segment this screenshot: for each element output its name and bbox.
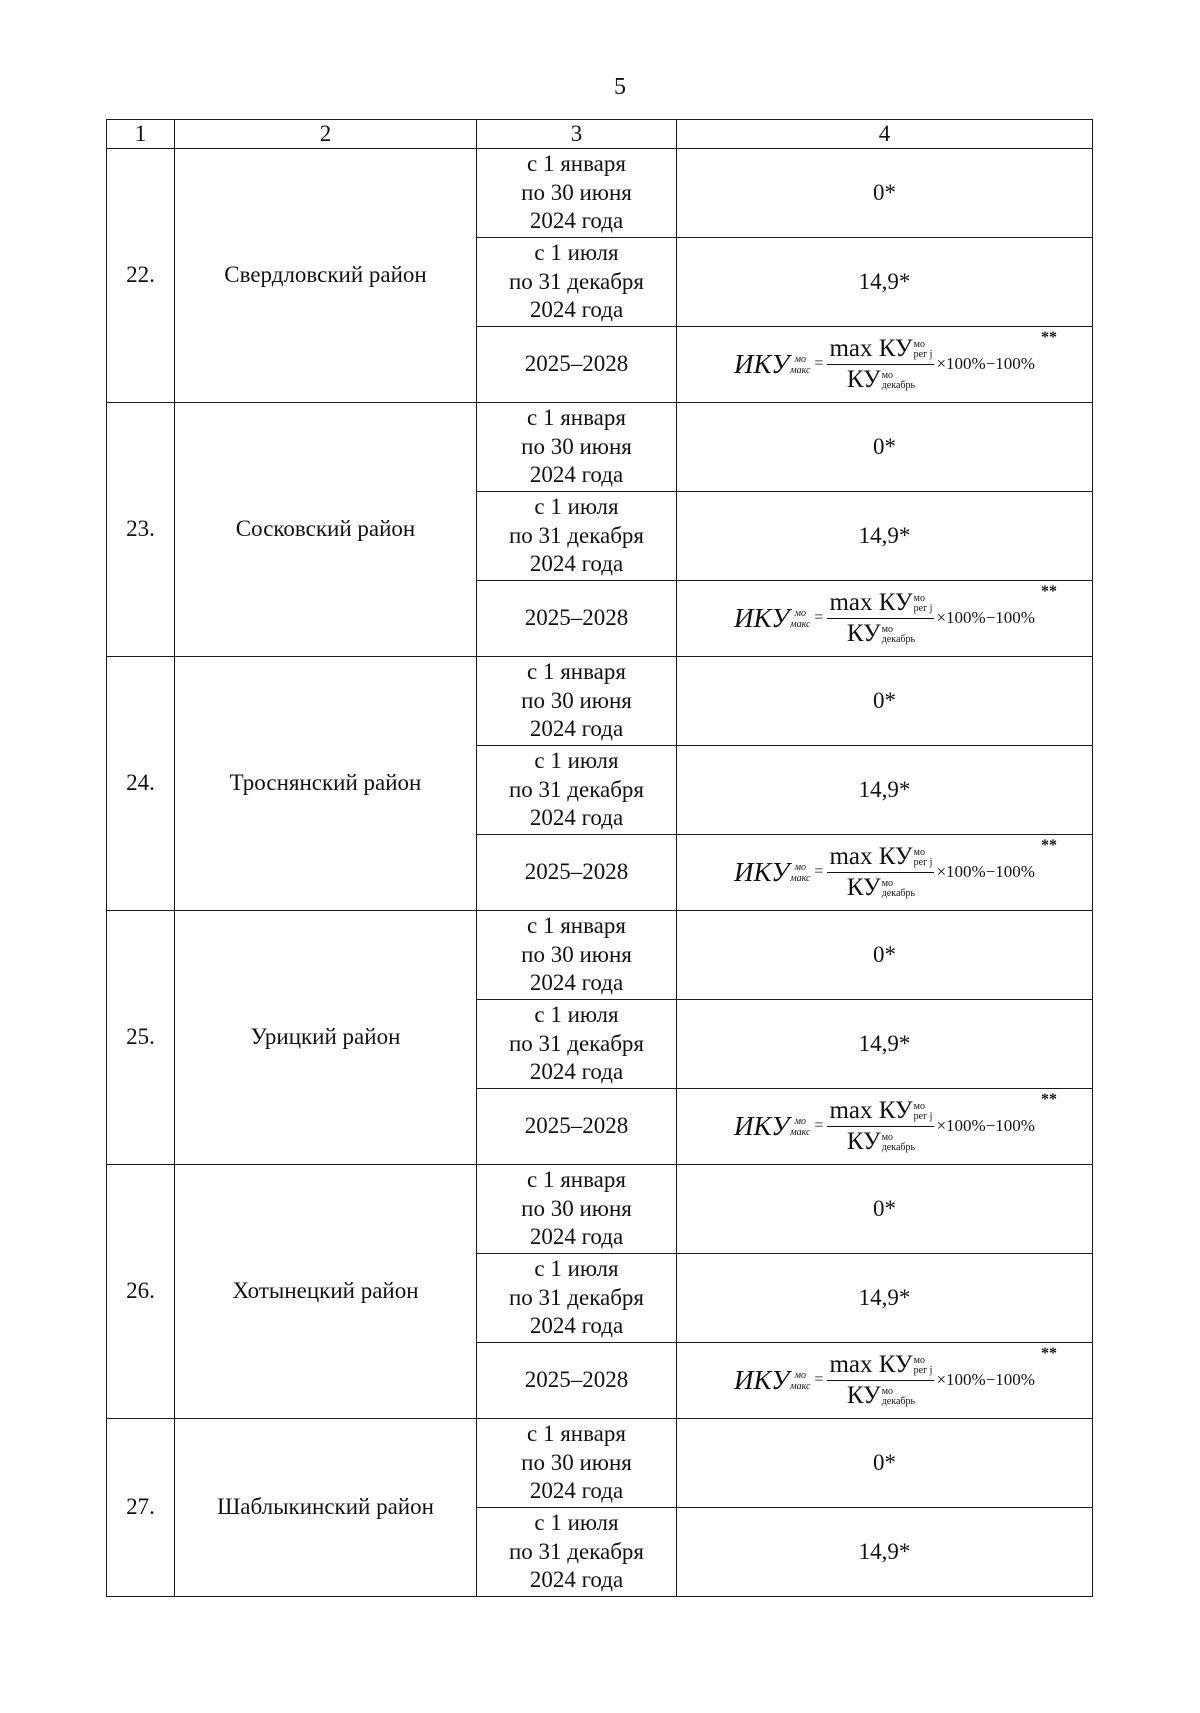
formula-lhs-sup: мо xyxy=(794,1115,807,1127)
period-cell xyxy=(477,1419,677,1508)
formula-footnote-mark: ** xyxy=(1040,1091,1057,1108)
value-cell: 0* xyxy=(677,403,1093,492)
period-line: по 30 июня xyxy=(521,179,632,205)
period-line: по 31 декабря xyxy=(508,1030,645,1056)
period-line: по 31 декабря xyxy=(508,522,645,548)
formula-equals: = xyxy=(814,355,824,373)
formula-tail: ×100%−100% xyxy=(936,1116,1035,1136)
period-line: 2025–2028 xyxy=(524,351,629,377)
period-line: 2025–2028 xyxy=(524,1367,629,1393)
period-line: 2024 года xyxy=(529,970,624,996)
value-cell: 0* xyxy=(677,1419,1093,1508)
period-line: 2024 года xyxy=(529,1059,624,1085)
formula xyxy=(734,837,1057,903)
period-cell xyxy=(477,746,677,835)
formula-denominator: КУ мо декабрь xyxy=(846,366,916,393)
district-name: Урицкий район xyxy=(175,911,477,1165)
formula-cell xyxy=(677,581,1093,657)
period-cell xyxy=(477,1343,677,1419)
formula-tail: ×100%−100% xyxy=(936,354,1035,374)
period-cell xyxy=(477,492,677,581)
period-line: по 31 декабря xyxy=(508,1538,645,1564)
formula-lhs-sub: макс xyxy=(790,1126,811,1138)
formula-fraction xyxy=(827,1350,934,1411)
table-row xyxy=(107,149,1093,238)
page-number: 5 xyxy=(614,74,626,100)
period-cell xyxy=(477,403,677,492)
formula-equals: = xyxy=(814,609,824,627)
period-cell xyxy=(477,657,677,746)
header-cell: 2 xyxy=(175,120,477,149)
formula-lhs: ИКУ xyxy=(734,1111,790,1142)
table-body xyxy=(107,120,1093,1597)
formula-tail: ×100%−100% xyxy=(936,1370,1035,1390)
value-cell: 0* xyxy=(677,911,1093,1000)
period-cell xyxy=(477,327,677,403)
period-line: по 31 декабря xyxy=(508,776,645,802)
period-line: по 30 июня xyxy=(521,1449,632,1475)
period-line: по 30 июня xyxy=(521,687,632,713)
formula-fraction xyxy=(827,842,934,903)
formula-fraction xyxy=(827,334,934,395)
formula-footnote-mark: ** xyxy=(1040,1345,1057,1362)
period-cell xyxy=(477,238,677,327)
period-line: с 1 января xyxy=(527,659,626,685)
formula-fraction xyxy=(827,588,934,649)
period-line: 2025–2028 xyxy=(524,859,629,885)
period-line: с 1 января xyxy=(527,1421,626,1447)
formula xyxy=(734,1091,1057,1157)
value-cell: 14,9* xyxy=(677,746,1093,835)
period-line: 2025–2028 xyxy=(524,605,629,631)
formula-lhs-sup: мо xyxy=(794,353,807,365)
formula-lhs-sub: макс xyxy=(790,1380,811,1392)
period-line: 2024 года xyxy=(529,716,624,742)
district-number: 25. xyxy=(107,911,175,1165)
table-row xyxy=(107,1419,1093,1508)
formula-lhs: ИКУ xyxy=(734,603,790,634)
formula-lhs-sup: мо xyxy=(794,607,807,619)
formula-equals: = xyxy=(814,1117,824,1135)
formula xyxy=(734,583,1057,649)
header-cell: 1 xyxy=(107,120,175,149)
period-line: с 1 июля xyxy=(534,748,619,774)
period-cell xyxy=(477,911,677,1000)
formula-lhs-sup: мо xyxy=(794,1369,807,1381)
period-cell xyxy=(477,581,677,657)
formula-numerator: max КУ мо рег j xyxy=(827,842,934,873)
header-row xyxy=(107,120,1093,149)
district-number: 23. xyxy=(107,403,175,657)
district-number: 26. xyxy=(107,1165,175,1419)
formula-denominator: КУ мо декабрь xyxy=(846,874,916,901)
formula-lhs-sup: мо xyxy=(794,861,807,873)
table-row xyxy=(107,403,1093,492)
period-line: по 31 декабря xyxy=(508,268,645,294)
period-line: с 1 июля xyxy=(534,1510,619,1536)
formula-lhs-sub: макс xyxy=(790,364,811,376)
header-cell: 3 xyxy=(477,120,677,149)
period-line: 2024 года xyxy=(529,1313,624,1339)
period-line: по 31 декабря xyxy=(508,1284,645,1310)
district-number: 24. xyxy=(107,657,175,911)
period-line: 2025–2028 xyxy=(524,1113,629,1139)
value-cell: 14,9* xyxy=(677,1508,1093,1597)
formula-fraction xyxy=(827,1096,934,1157)
period-line: с 1 июля xyxy=(534,240,619,266)
period-cell xyxy=(477,149,677,238)
tariff-table xyxy=(106,119,1093,1597)
formula-denominator: КУ мо декабрь xyxy=(846,620,916,647)
period-cell xyxy=(477,1000,677,1089)
table-row xyxy=(107,657,1093,746)
district-name: Шаблыкинский район xyxy=(175,1419,477,1597)
value-cell: 14,9* xyxy=(677,1254,1093,1343)
period-line: с 1 января xyxy=(527,151,626,177)
value-cell: 0* xyxy=(677,1165,1093,1254)
period-line: 2024 года xyxy=(529,551,624,577)
formula-numerator: max КУ мо рег j xyxy=(827,1096,934,1127)
formula-cell xyxy=(677,1343,1093,1419)
period-line: 2024 года xyxy=(529,1478,624,1504)
formula-lhs-sub: макс xyxy=(790,618,811,630)
formula-footnote-mark: ** xyxy=(1040,837,1057,854)
district-name: Хотынецкий район xyxy=(175,1165,477,1419)
formula-equals: = xyxy=(814,863,824,881)
district-name: Троснянский район xyxy=(175,657,477,911)
formula-lhs: ИКУ xyxy=(734,349,790,380)
period-line: с 1 июля xyxy=(534,1256,619,1282)
formula-denominator: КУ мо декабрь xyxy=(846,1128,916,1155)
period-line: 2024 года xyxy=(529,1224,624,1250)
period-line: с 1 июля xyxy=(534,1002,619,1028)
value-cell: 14,9* xyxy=(677,492,1093,581)
formula-footnote-mark: ** xyxy=(1040,583,1057,600)
formula-lhs: ИКУ xyxy=(734,857,790,888)
district-number: 22. xyxy=(107,149,175,403)
formula-numerator: max КУ мо рег j xyxy=(827,334,934,365)
formula-lhs: ИКУ xyxy=(734,1365,790,1396)
formula xyxy=(734,1345,1057,1411)
value-cell: 14,9* xyxy=(677,238,1093,327)
formula-numerator: max КУ мо рег j xyxy=(827,1350,934,1381)
value-cell: 0* xyxy=(677,149,1093,238)
value-cell: 14,9* xyxy=(677,1000,1093,1089)
period-line: 2024 года xyxy=(529,297,624,323)
district-name: Сосковский район xyxy=(175,403,477,657)
formula-cell xyxy=(677,1089,1093,1165)
period-line: 2024 года xyxy=(529,1567,624,1593)
value-cell: 0* xyxy=(677,657,1093,746)
period-line: с 1 января xyxy=(527,913,626,939)
formula-footnote-mark: ** xyxy=(1040,329,1057,346)
period-line: с 1 июля xyxy=(534,494,619,520)
formula-tail: ×100%−100% xyxy=(936,608,1035,628)
formula-tail: ×100%−100% xyxy=(936,862,1035,882)
period-line: по 30 июня xyxy=(521,941,632,967)
district-number: 27. xyxy=(107,1419,175,1597)
formula-cell xyxy=(677,327,1093,403)
formula-denominator: КУ мо декабрь xyxy=(846,1382,916,1409)
period-line: 2024 года xyxy=(529,208,624,234)
header-cell: 4 xyxy=(677,120,1093,149)
formula-equals: = xyxy=(814,1371,824,1389)
period-line: 2024 года xyxy=(529,462,624,488)
formula-lhs-sub: макс xyxy=(790,872,811,884)
period-cell xyxy=(477,1254,677,1343)
period-line: с 1 января xyxy=(527,1167,626,1193)
table-row xyxy=(107,911,1093,1000)
formula-numerator: max КУ мо рег j xyxy=(827,588,934,619)
period-cell xyxy=(477,1508,677,1597)
formula-cell xyxy=(677,835,1093,911)
period-cell xyxy=(477,1165,677,1254)
period-line: 2024 года xyxy=(529,805,624,831)
period-cell xyxy=(477,1089,677,1165)
formula xyxy=(734,329,1057,395)
period-line: с 1 января xyxy=(527,405,626,431)
period-line: по 30 июня xyxy=(521,1195,632,1221)
period-cell xyxy=(477,835,677,911)
district-name: Свердловский район xyxy=(175,149,477,403)
period-line: по 30 июня xyxy=(521,433,632,459)
table-row xyxy=(107,1165,1093,1254)
